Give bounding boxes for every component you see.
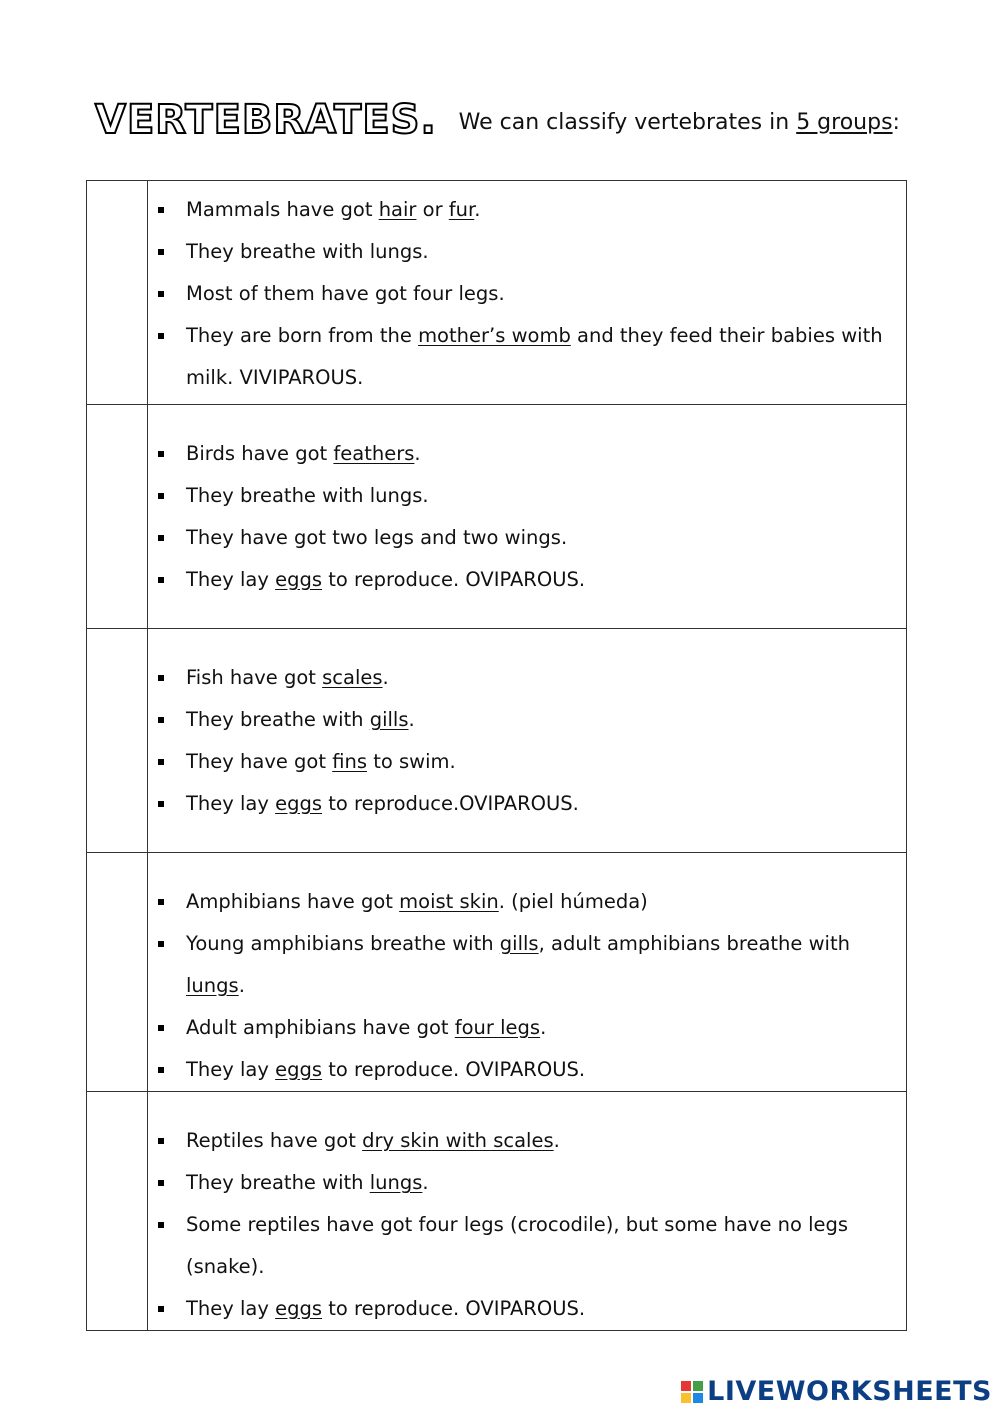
group-description-cell [148,853,907,1092]
key-term: eggs [275,792,323,815]
text-segment: They are born from the [186,324,419,347]
group-row [87,405,907,629]
feature-item [158,1162,896,1204]
text-segment: . [238,974,245,997]
key-term: four legs [454,1016,541,1039]
text-segment: Adult amphibians have got [186,1016,455,1039]
text-segment: to reproduce. OVIPAROUS. [322,568,586,591]
text-segment: They breathe with lungs. [186,484,429,507]
vertebrate-groups-table [86,180,907,1331]
text-segment: Young amphibians breathe with [186,932,500,955]
feature-item [158,189,896,231]
text-segment: Birds have got [186,442,334,465]
logo-block [681,1381,691,1391]
group-description-cell [148,405,907,629]
logo-block [693,1393,703,1403]
text-segment: . [382,666,389,689]
text-segment: to swim. [367,750,456,773]
key-term: mother’s womb [418,324,571,347]
worksheet-header [95,98,900,142]
key-term: scales [322,666,383,689]
key-term: fins [332,750,368,773]
page-title: VERTEBRATES. [95,97,437,143]
key-term: dry skin with scales [362,1129,554,1152]
group-image-cell [87,1092,148,1331]
text-segment: . [553,1129,560,1152]
feature-item [158,273,896,315]
key-term: fur [448,198,475,221]
group-description-cell [148,1092,907,1331]
text-segment: Reptiles have got [186,1129,363,1152]
intro-prefix: We can classify vertebrates in [458,110,797,135]
feature-item [158,783,896,825]
text-segment: or [416,198,449,221]
feature-item [158,559,896,601]
text-segment: . (piel húmeda) [498,890,648,913]
feature-item [158,1120,896,1162]
text-segment: Amphibians have got [186,890,400,913]
text-segment: They lay [186,1297,276,1320]
feature-list [158,881,896,1091]
text-segment: They lay [186,1058,276,1081]
group-row [87,1092,907,1331]
text-segment: to reproduce. OVIPAROUS. [322,1058,586,1081]
text-segment: . [408,708,415,731]
text-segment: and they feed their babies with milk. VIVIPAROUS. [186,324,883,389]
key-term: moist skin [399,890,499,913]
group-row [87,181,907,405]
feature-item [158,1204,896,1288]
text-segment: . [414,442,421,465]
text-segment: They lay [186,792,276,815]
key-term: eggs [275,1058,323,1081]
liveworksheets-logo [681,1376,992,1407]
text-segment: to reproduce. OVIPAROUS. [322,1297,586,1320]
group-row [87,853,907,1092]
feature-item [158,315,896,399]
key-term: hair [378,198,417,221]
text-segment: Mammals have got [186,198,379,221]
key-term: feathers [333,442,415,465]
group-description-cell [148,181,907,405]
feature-item [158,231,896,273]
text-segment: Fish have got [186,666,323,689]
feature-item [158,1007,896,1049]
key-term: gills [499,932,539,955]
logo-text: LIVEWORKSHEETS [707,1376,992,1407]
key-term: gills [369,708,409,731]
feature-list [158,1120,896,1330]
feature-list [158,189,896,399]
feature-item [158,923,896,1007]
feature-item [158,741,896,783]
feature-list [158,657,896,825]
logo-block [693,1381,703,1391]
text-segment: , adult amphibians breathe with [538,932,850,955]
text-segment: They lay [186,568,276,591]
text-segment: Some reptiles have got four legs (crocodile), but some have no legs (snake). [186,1213,849,1278]
group-image-cell [87,405,148,629]
feature-item [158,657,896,699]
group-image-cell [87,629,148,853]
key-term: lungs [186,974,239,997]
key-term: eggs [275,1297,323,1320]
text-segment: . [540,1016,547,1039]
intro-suffix: : [892,110,900,135]
logo-blocks-icon [681,1381,703,1403]
feature-item [158,699,896,741]
group-description-cell [148,629,907,853]
text-segment: to reproduce.OVIPAROUS. [322,792,579,815]
text-segment: They breathe with lungs. [186,240,429,263]
intro-link: 5 groups [796,110,893,135]
key-term: lungs [369,1171,423,1194]
feature-item [158,1049,896,1091]
feature-list [158,433,896,601]
logo-block [681,1393,691,1403]
feature-item [158,881,896,923]
group-row [87,629,907,853]
feature-item [158,433,896,475]
feature-item [158,517,896,559]
text-segment: They breathe with [186,1171,370,1194]
text-segment: Most of them have got four legs. [186,282,505,305]
text-segment: They have got two legs and two wings. [186,526,568,549]
text-segment: They have got [186,750,333,773]
group-image-cell [87,181,148,405]
intro-text [459,106,900,142]
text-segment: They breathe with [186,708,370,731]
key-term: eggs [275,568,323,591]
feature-item [158,475,896,517]
feature-item [158,1288,896,1330]
text-segment: . [474,198,481,221]
group-image-cell [87,853,148,1092]
text-segment: . [422,1171,429,1194]
